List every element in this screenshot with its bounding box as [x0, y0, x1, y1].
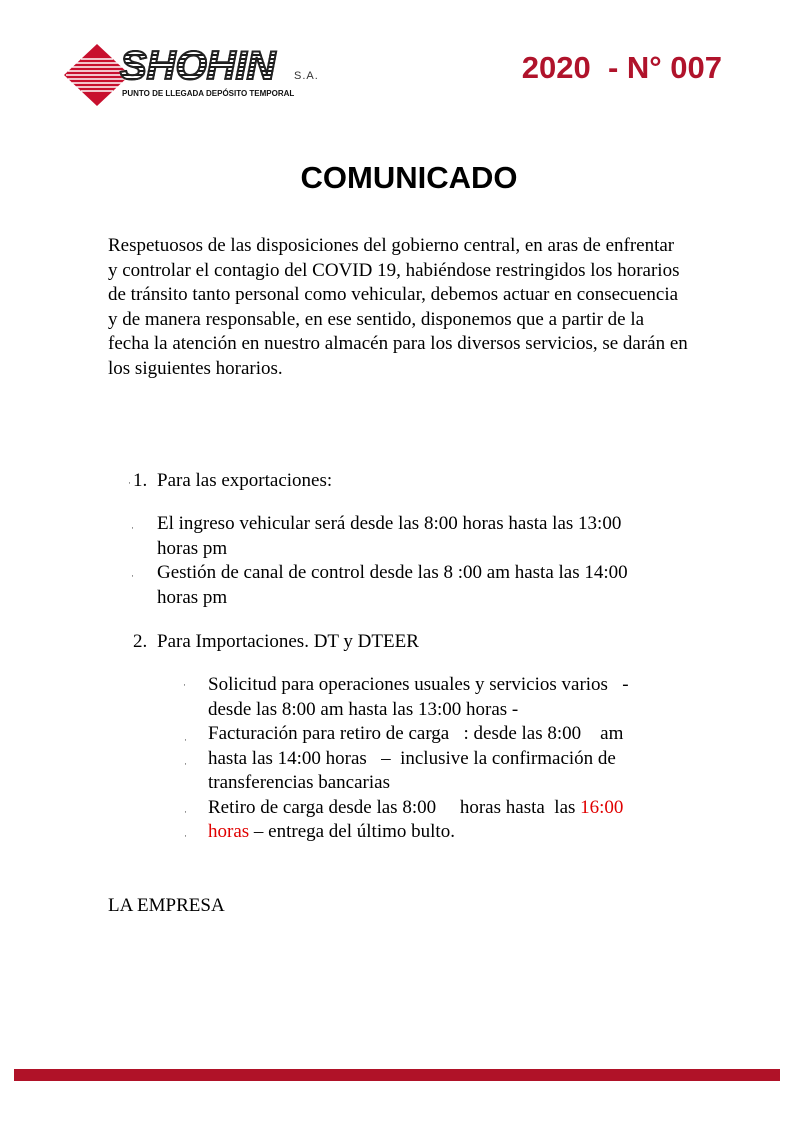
section2-heading: Para Importaciones. DT y DTEER: [157, 631, 419, 652]
logo-suffix: S.A.: [294, 70, 319, 82]
list-item-line: horas pm: [157, 538, 228, 559]
logo-tagline: PUNTO DE LLEGADA DEPÓSITO TEMPORAL: [122, 89, 295, 98]
bullet-marker: ·: [184, 807, 187, 817]
list-item-line: El ingreso vehicular será desde las 8:00 horas hasta las 13:00: [157, 513, 622, 534]
section2-number: 2.: [133, 631, 148, 652]
bullet-marker: ·: [184, 759, 187, 769]
document-number: 2020 - N° 007: [521, 50, 722, 85]
retiro-text-end: – entrega del último bulto.: [249, 821, 455, 842]
section1-heading: Para las exportaciones:: [157, 470, 333, 491]
section1-number: 1.: [133, 470, 148, 491]
list-item-line: horas pm: [157, 587, 228, 608]
list-item-line: [208, 820, 455, 845]
highlight-hours: horas: [208, 821, 250, 842]
logo-wordmark: SHOHIN: [120, 44, 276, 88]
list-item-line: desde las 8:00 am hasta las 13:00 horas -: [208, 699, 519, 720]
highlight-time: 16:00: [580, 797, 624, 818]
page-title: COMUNICADO: [300, 160, 518, 195]
list-item-line: Solicitud para operaciones usuales y servicios varios -: [208, 674, 629, 695]
list-item-line: [208, 796, 623, 821]
bullet-marker: ·: [184, 735, 187, 745]
signature: LA EMPRESA: [108, 895, 225, 916]
retiro-text: Retiro de carga desde las 8:00 horas hasta las: [208, 797, 581, 818]
bullet-marker: ·: [131, 523, 134, 533]
bullet-marker: ·: [183, 680, 186, 690]
list-item-line: hasta las 14:00 horas – inclusive la confirmación de: [208, 748, 616, 769]
list-item-line: transferencias bancarias: [208, 772, 390, 793]
bullet-marker: ·: [184, 831, 187, 841]
company-logo: [64, 44, 334, 102]
bullet-marker: ·: [131, 571, 134, 581]
bullet-marker: ·: [128, 478, 131, 488]
list-item-line: Gestión de canal de control desde las 8 :00 am hasta las 14:00: [157, 562, 628, 583]
list-item-line: Facturación para retiro de carga : desde las 8:00 am: [208, 723, 624, 744]
footer-bar: [14, 1069, 780, 1081]
intro-paragraph: Respetuosos de las disposiciones del gobierno central, en aras de enfrentar y controlar el contagio del COVID 19, habiéndose restringidos los horarios de tránsito tanto personal como vehicular, debemos actuar en consecuencia y de manera responsable, en ese sentido, disponemos que a partir de la fecha la atención en nuestro almacén para los diversos servicios, se darán en los siguientes horarios.: [108, 235, 688, 379]
